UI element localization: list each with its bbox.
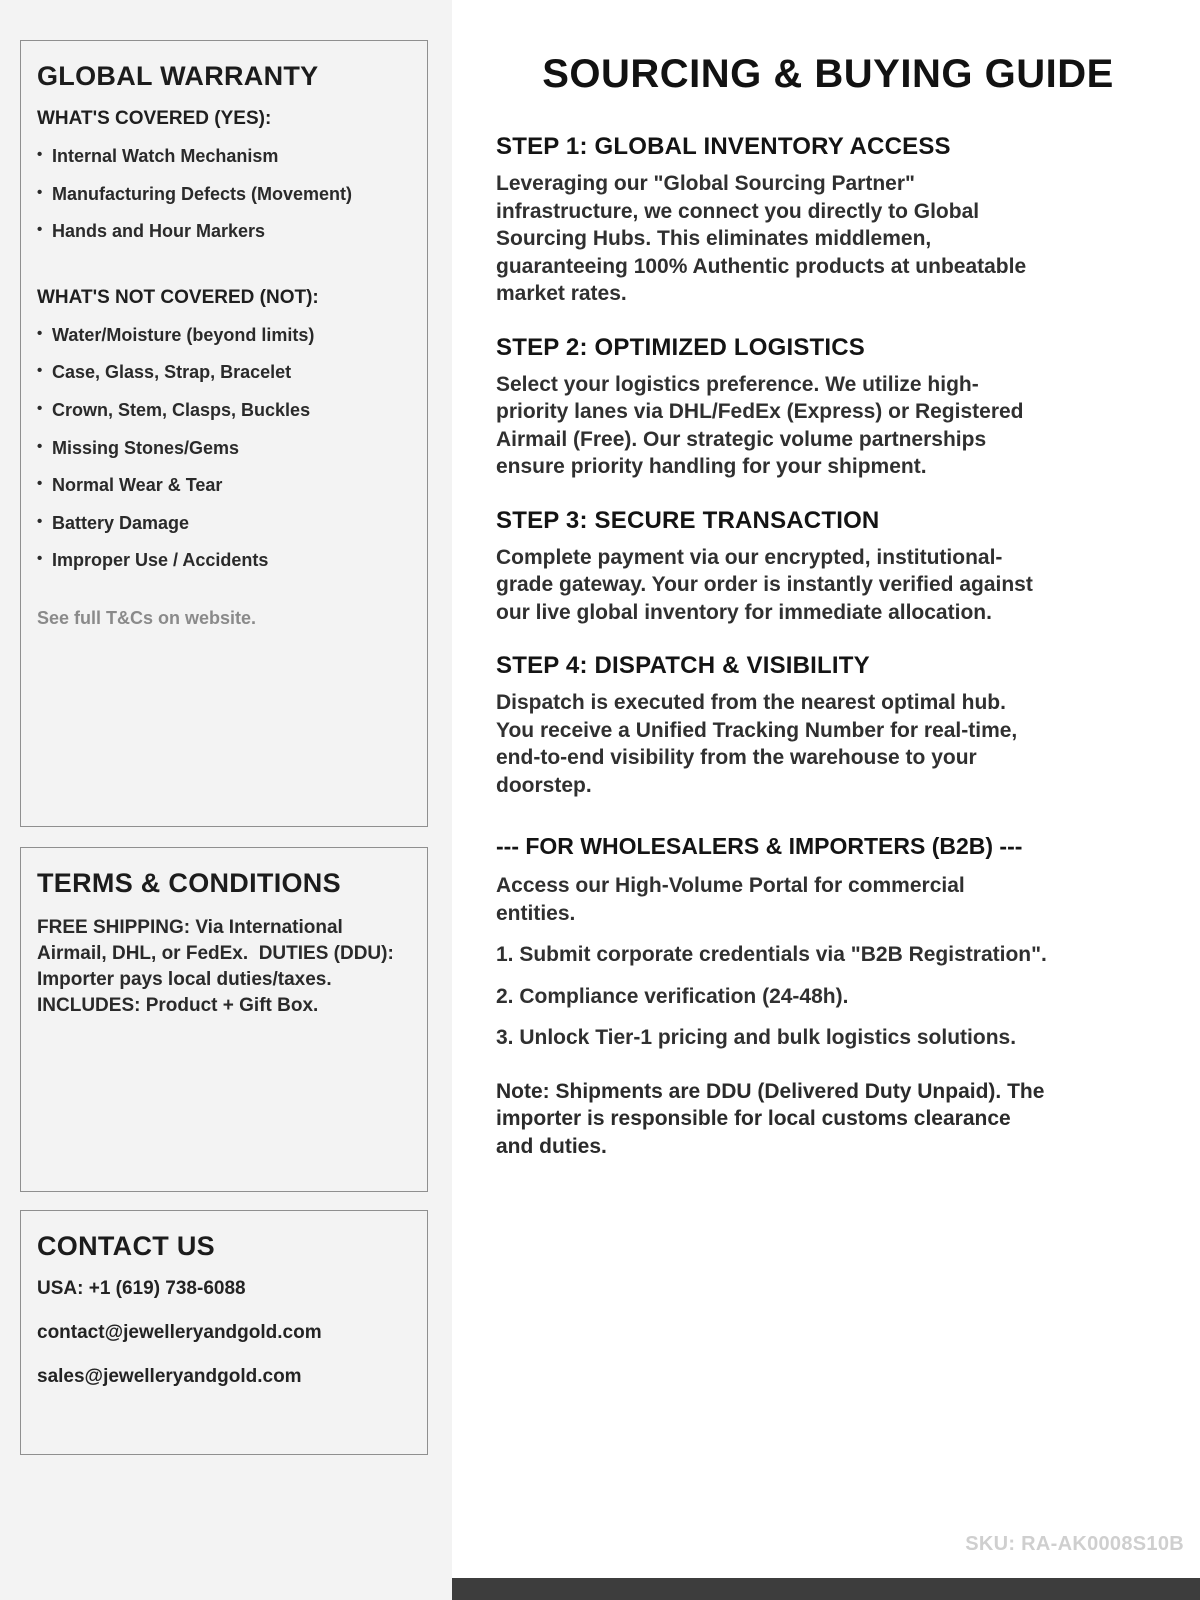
b2b-item-3: 3. Unlock Tier-1 pricing and bulk logistics solutions. [496, 1026, 1017, 1049]
step-2-body: Select your logistics preference. We utilize high-priority lanes via DHL/FedEx (Express) or Registered Airmail (Free). Our strategic volume partnerships ensure priority handling for your shipment. [496, 372, 1024, 478]
warranty-title: GLOBAL WARRANTY [37, 61, 319, 91]
b2b-item-1: 1. Submit corporate credentials via "B2B Registration". [496, 943, 1047, 966]
terms-body: FREE SHIPPING: Via International Airmail, DHL, or FedEx. DUTIES (DDU): Importer pays local duties/taxes. INCLUDES: Product + Gift Box. [37, 917, 400, 1017]
not-covered-item: • Improper Use / Accidents [37, 550, 411, 572]
not-covered-item: • Missing Stones/Gems [37, 438, 411, 460]
b2b-note: Note: Shipments are DDU (Delivered Duty Unpaid). The importer is responsible for local customs clearance and duties. [496, 1079, 1045, 1158]
step-2-section [496, 334, 1160, 481]
bottom-bar [452, 1578, 1200, 1600]
step-4-section [496, 652, 1160, 799]
not-covered-item: • Case, Glass, Strap, Bracelet [37, 362, 411, 384]
warranty-footnote: See full T&Cs on website. [37, 607, 257, 628]
step-3-section [496, 507, 1160, 627]
step-1-body: Leveraging our "Global Sourcing Partner" infrastructure, we connect you directly to Global Sourcing Hubs. This eliminates middlemen, guaranteeing 100% Authentic products at unbeatable market rates. [496, 172, 1027, 305]
contact-email-sales: sales@jewelleryandgold.com [37, 1365, 302, 1387]
covered-item: • Internal Watch Mechanism [37, 146, 411, 168]
not-covered-item: • Normal Wear & Tear [37, 475, 411, 497]
sidebar [0, 0, 452, 1600]
contact-title: CONTACT US [37, 1231, 215, 1261]
step-1-heading: STEP 1: GLOBAL INVENTORY ACCESS [496, 133, 951, 160]
sku-label: SKU: RA-AK0008S10B [965, 1533, 1184, 1555]
step-1-section [496, 133, 1160, 308]
step-2-heading: STEP 2: OPTIMIZED LOGISTICS [496, 333, 865, 361]
covered-item: • Manufacturing Defects (Movement) [37, 184, 411, 206]
step-4-heading: STEP 4: DISPATCH & VISIBILITY [496, 652, 870, 679]
b2b-intro: Access our High-Volume Portal for commercial entities. [496, 874, 965, 925]
step-4-body: Dispatch is executed from the nearest optimal hub. You receive a Unified Tracking Number for real-time, end-to-end visibility from the warehouse to your doorstep. [496, 691, 1018, 797]
b2b-section [496, 833, 1160, 1160]
b2b-item-2: 2. Compliance verification (24-48h). [496, 984, 849, 1008]
contact-phone: USA: +1 (619) 738-6088 [37, 1278, 246, 1299]
terms-title: TERMS & CONDITIONS [37, 868, 341, 898]
step-3-heading: STEP 3: SECURE TRANSACTION [496, 506, 880, 534]
terms-conditions-box [20, 847, 428, 1192]
not-covered-item: • Crown, Stem, Clasps, Buckles [37, 400, 411, 422]
covered-item: • Hands and Hour Markers [37, 221, 411, 243]
contact-email-primary: contact@jewelleryandgold.com [37, 1321, 322, 1343]
covered-heading: WHAT'S COVERED (YES): [37, 108, 272, 129]
not-covered-item: • Battery Damage [37, 513, 411, 535]
b2b-heading: --- FOR WHOLESALERS & IMPORTERS (B2B) --- [496, 833, 1023, 859]
not-covered-item: • Water/Moisture (beyond limits) [37, 325, 411, 347]
contact-us-box [20, 1210, 428, 1455]
not-covered-heading: WHAT'S NOT COVERED (NOT): [37, 286, 319, 308]
step-3-body: Complete payment via our encrypted, institutional-grade gateway. Your order is instantly verified against our live global inventory for immediate allocation. [496, 545, 1033, 624]
global-warranty-box [20, 40, 428, 827]
page-title: SOURCING & BUYING GUIDE [542, 52, 1114, 96]
main-content [452, 0, 1200, 1600]
